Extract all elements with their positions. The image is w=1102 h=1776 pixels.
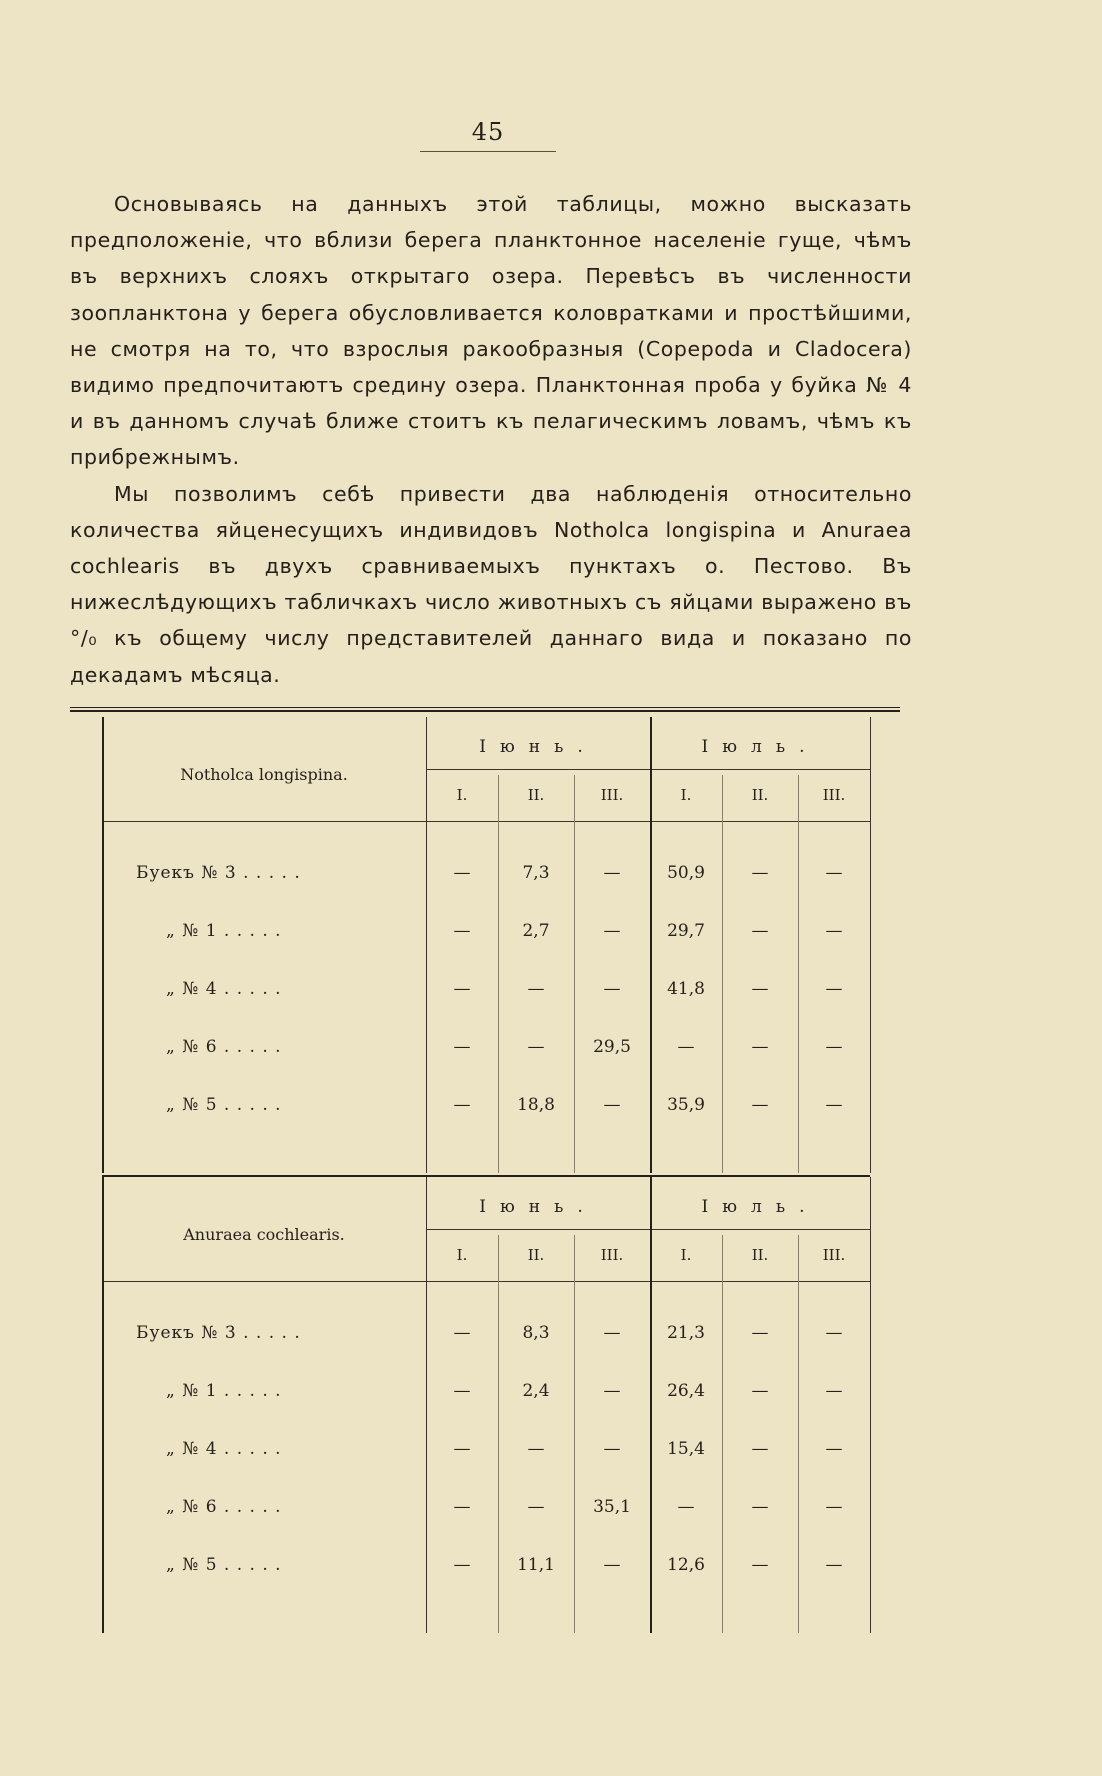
row-label: „ № 4 . . . . . xyxy=(166,979,282,999)
table-cell: — xyxy=(751,1037,769,1057)
table-cell: — xyxy=(603,1439,621,1459)
table-cell: — xyxy=(453,1323,471,1343)
table-cell: 11,1 xyxy=(517,1555,555,1575)
decade-header: I. xyxy=(680,1246,692,1264)
decade-header: II. xyxy=(751,1246,769,1264)
table-cell: 2,4 xyxy=(522,1381,550,1401)
table-cell: — xyxy=(603,863,621,883)
table-cell: — xyxy=(603,1095,621,1115)
table-cell: — xyxy=(825,1555,843,1575)
table-right-rule xyxy=(870,1177,871,1633)
table-left-rule xyxy=(102,717,104,1173)
page-number: 45 xyxy=(471,118,505,146)
table-cell: 29,7 xyxy=(667,921,705,941)
row-label: Буекъ № 3 . . . . . xyxy=(136,1323,301,1343)
decade-column-rule xyxy=(574,1235,575,1633)
table-cell: — xyxy=(751,1095,769,1115)
row-label: Буекъ № 3 . . . . . xyxy=(136,863,301,883)
table-cell: — xyxy=(751,979,769,999)
table-cell: 18,8 xyxy=(517,1095,555,1115)
month-separator-rule xyxy=(650,1177,652,1633)
page-number-rule xyxy=(420,151,556,152)
table-cell: — xyxy=(825,1095,843,1115)
row-label: „ № 6 . . . . . xyxy=(166,1037,282,1057)
month-header: Iюль. xyxy=(701,737,819,757)
table-cell: 2,7 xyxy=(522,921,550,941)
table-cell: — xyxy=(453,1037,471,1057)
paragraph: Основываясь на данныхъ этой таблицы, можно высказать предположенiе, что вблизи берега планктонное населенiе гуще, чѣмъ въ верхнихъ слояхъ открытаго озера. Перевѣсъ въ численности зоопланктона у берега обусловливается коловратками и простѣйшими, не смотря на то, что взрослыя ракообразныя (Copepoda и Cladocera) видимо предпочитаютъ средину озера. Планктонная проба у буйка № 4 и въ данномъ случаѣ ближе стоитъ къ пелагическимъ ловамъ, чѣмъ къ прибрежнымъ. xyxy=(70,192,912,470)
table-cell: — xyxy=(751,1555,769,1575)
month-header: Iюль. xyxy=(701,1197,819,1217)
table-cell: — xyxy=(751,1381,769,1401)
table-cell: — xyxy=(453,863,471,883)
table-cell: — xyxy=(751,863,769,883)
table-cell: — xyxy=(603,921,621,941)
decade-header: III. xyxy=(600,1246,624,1264)
table-cell: 7,3 xyxy=(522,863,550,883)
decade-column-rule xyxy=(798,1235,799,1633)
table-cell: — xyxy=(677,1037,695,1057)
decade-column-rule xyxy=(574,775,575,1173)
row-label: „ № 1 . . . . . xyxy=(166,921,282,941)
table-cell: — xyxy=(603,1323,621,1343)
decade-header: I. xyxy=(456,1246,468,1264)
table-cell: — xyxy=(825,1323,843,1343)
decade-header: III. xyxy=(600,786,624,804)
table-cell: 35,1 xyxy=(593,1497,631,1517)
table-cell: 26,4 xyxy=(667,1381,705,1401)
month-header: Iюнь. xyxy=(479,737,597,757)
table-cell: 50,9 xyxy=(667,863,705,883)
table-cell: 21,3 xyxy=(667,1323,705,1343)
table-cell: 41,8 xyxy=(667,979,705,999)
header-bottom-rule xyxy=(102,821,870,822)
table-cell: — xyxy=(751,921,769,941)
decade-header: I. xyxy=(456,786,468,804)
table-cell: — xyxy=(453,921,471,941)
table-cell: — xyxy=(751,1439,769,1459)
decade-header: III. xyxy=(822,1246,846,1264)
table-cell: — xyxy=(825,1497,843,1517)
table-cell: — xyxy=(527,979,545,999)
decade-header: II. xyxy=(751,786,769,804)
row-label: „ № 5 . . . . . xyxy=(166,1095,282,1115)
row-label: „ № 4 . . . . . xyxy=(166,1439,282,1459)
label-column-rule xyxy=(426,717,427,1173)
table-cell: — xyxy=(603,1381,621,1401)
table-cell: — xyxy=(751,1323,769,1343)
paragraph: Мы позволимъ себѣ привести два наблюденiя относительно количества яйценесущихъ индивидовъ Notholca longispina и Anuraea cochlearis въ двухъ сравниваемыхъ пунктахъ о. Пестово. Въ нижеслѣдующихъ табличкахъ число животныхъ съ яйцами выражено въ °/₀ къ общему числу представителей даннаго вида и показано по декадамъ мѣсяца. xyxy=(70,481,912,687)
table-cell: — xyxy=(453,979,471,999)
table-cell: — xyxy=(677,1497,695,1517)
header-bottom-rule xyxy=(102,1281,870,1282)
table-cell: — xyxy=(453,1439,471,1459)
decade-header: II. xyxy=(527,786,545,804)
decade-column-rule xyxy=(498,775,499,1173)
table-cell: 35,9 xyxy=(667,1095,705,1115)
row-label: „ № 6 . . . . . xyxy=(166,1497,282,1517)
table-cell: — xyxy=(825,863,843,883)
table-cell: — xyxy=(825,1381,843,1401)
decade-header: III. xyxy=(822,786,846,804)
table-cell: 8,3 xyxy=(522,1323,550,1343)
row-label: „ № 5 . . . . . xyxy=(166,1555,282,1575)
table-cell: — xyxy=(527,1497,545,1517)
table-cell: — xyxy=(453,1381,471,1401)
table-cell: — xyxy=(825,979,843,999)
table-cell: — xyxy=(603,979,621,999)
species-name: Notholca longispina. xyxy=(180,765,348,784)
table-cell: 12,6 xyxy=(667,1555,705,1575)
table-left-rule xyxy=(102,1177,104,1633)
table-cell: — xyxy=(825,1037,843,1057)
decade-header: I. xyxy=(680,786,692,804)
table-cell: — xyxy=(603,1555,621,1575)
decade-header: II. xyxy=(527,1246,545,1264)
month-header: Iюнь. xyxy=(479,1197,597,1217)
table-cell: — xyxy=(825,921,843,941)
body-text xyxy=(70,186,912,693)
decade-column-rule xyxy=(498,1235,499,1633)
table-cell: — xyxy=(751,1497,769,1517)
table-cell: 15,4 xyxy=(667,1439,705,1459)
decade-column-rule xyxy=(798,775,799,1173)
month-separator-rule xyxy=(650,717,652,1173)
table-top-rule xyxy=(70,707,900,712)
table-cell: — xyxy=(527,1037,545,1057)
table-cell: — xyxy=(453,1555,471,1575)
table-right-rule xyxy=(870,717,871,1173)
egg-bearing-tables xyxy=(70,707,900,1641)
table-cell: 29,5 xyxy=(593,1037,631,1057)
table-cell: — xyxy=(527,1439,545,1459)
decade-column-rule xyxy=(722,1235,723,1633)
species-name: Anuraea cochlearis. xyxy=(183,1225,345,1244)
table-cell: — xyxy=(453,1497,471,1517)
table-divider-rule xyxy=(102,1175,870,1177)
row-label: „ № 1 . . . . . xyxy=(166,1381,282,1401)
month-rule xyxy=(426,1229,870,1230)
table-cell: — xyxy=(453,1095,471,1115)
label-column-rule xyxy=(426,1177,427,1633)
decade-column-rule xyxy=(722,775,723,1173)
month-rule xyxy=(426,769,870,770)
table-cell: — xyxy=(825,1439,843,1459)
